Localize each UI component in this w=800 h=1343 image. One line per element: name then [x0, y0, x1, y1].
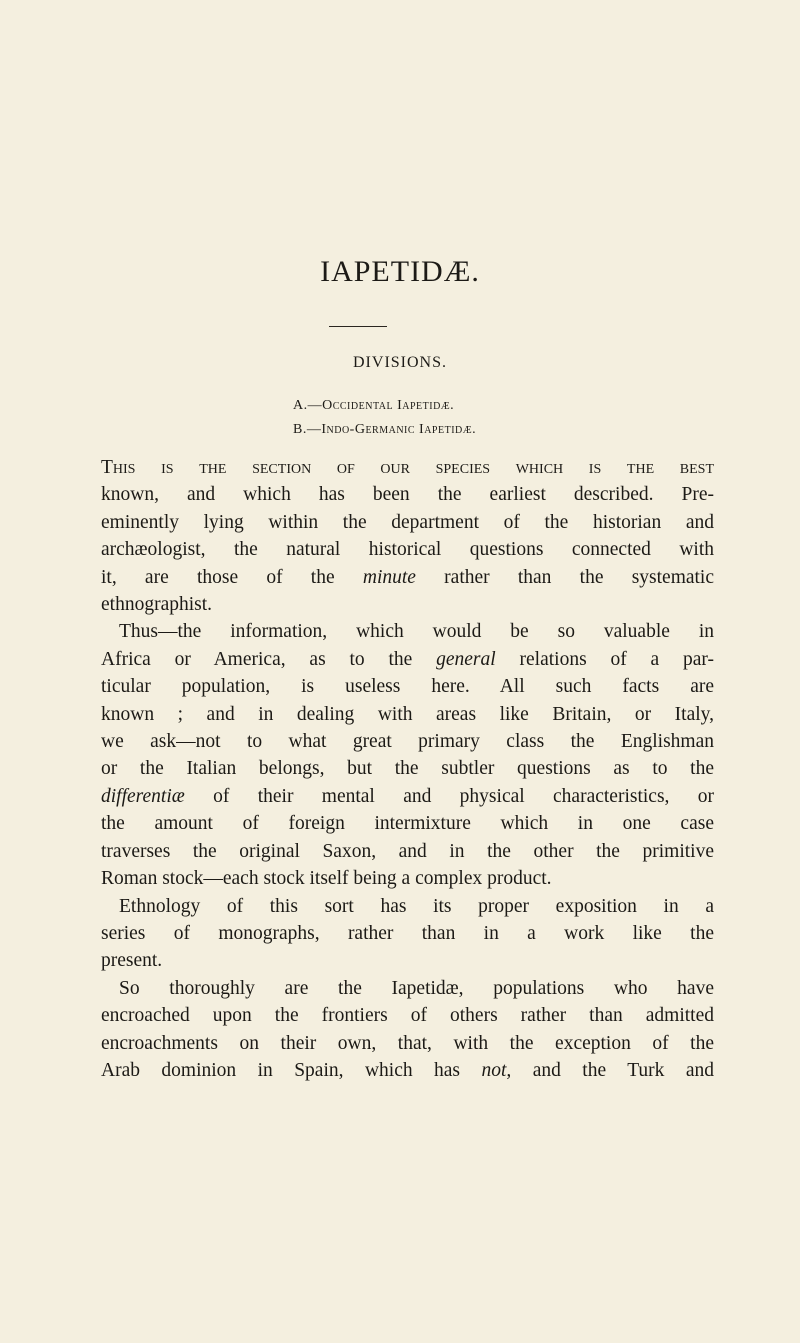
division-a: A.—Occidental Iapetidæ. [293, 398, 455, 413]
italic-word: not, [481, 1059, 512, 1081]
italic-word: differentiæ [101, 785, 185, 807]
text-line: it, are those of the minute rather than the systematic [101, 566, 715, 588]
text-line: ticular population, is useless here. All such facts are [101, 676, 714, 698]
text-line: differentiæ of their mental and physical characteristics, or [101, 785, 714, 807]
text-line: archæologist, the natural historical questions connected with [101, 539, 714, 561]
divisions-heading: DIVISIONS. [353, 354, 447, 371]
paragraph-4 [101, 975, 714, 1085]
page-title: IAPETIDÆ. [320, 255, 480, 288]
text-line: Ethnology of this sort has its proper exposition in a [119, 895, 714, 917]
text-line: ethnographist. [101, 594, 213, 616]
text-line: encroached upon the frontiers of others rather than admitted [101, 1005, 714, 1027]
paragraph-3 [101, 893, 714, 975]
title-divider [329, 326, 387, 327]
paragraph-2 [101, 618, 714, 892]
text-line: or the Italian belongs, but the subtler questions as to the [101, 758, 714, 780]
text-line: present. [101, 950, 163, 972]
text-line: So thoroughly are the Iapetidæ, populations who have [119, 977, 714, 999]
text-line: This is the section of our species which is the best [101, 457, 714, 478]
text-line: series of monographs, rather than in a work like the [101, 922, 714, 944]
italic-word: general [436, 648, 496, 670]
text-line: traverses the original Saxon, and in the other the primitive [101, 840, 714, 862]
text-line: Roman stock—each stock itself being a complex product. [101, 868, 552, 890]
body-text [101, 454, 714, 1084]
italic-word: minute [362, 566, 416, 588]
division-b: B.—Indo-Germanic Iapetidæ. [293, 422, 477, 437]
text-line: known, and which has been the earliest described. Pre- [101, 484, 714, 506]
text-line: Africa or America, as to the general relations of a par- [101, 648, 715, 670]
text-line: Arab dominion in Spain, which has not, and the Turk and [101, 1059, 715, 1081]
paragraph-1 [101, 454, 714, 618]
text-line: eminently lying within the department of the historian and [101, 511, 714, 533]
text-line: the amount of foreign intermixture which in one case [101, 813, 714, 835]
text-line: encroachments on their own, that, with the exception of the [101, 1032, 714, 1054]
text-line: known ; and in dealing with areas like Britain, or Italy, [101, 703, 714, 725]
text-line: we ask—not to what great primary class the Englishman [101, 731, 714, 753]
text-line: Thus—the information, which would be so valuable in [119, 621, 714, 643]
